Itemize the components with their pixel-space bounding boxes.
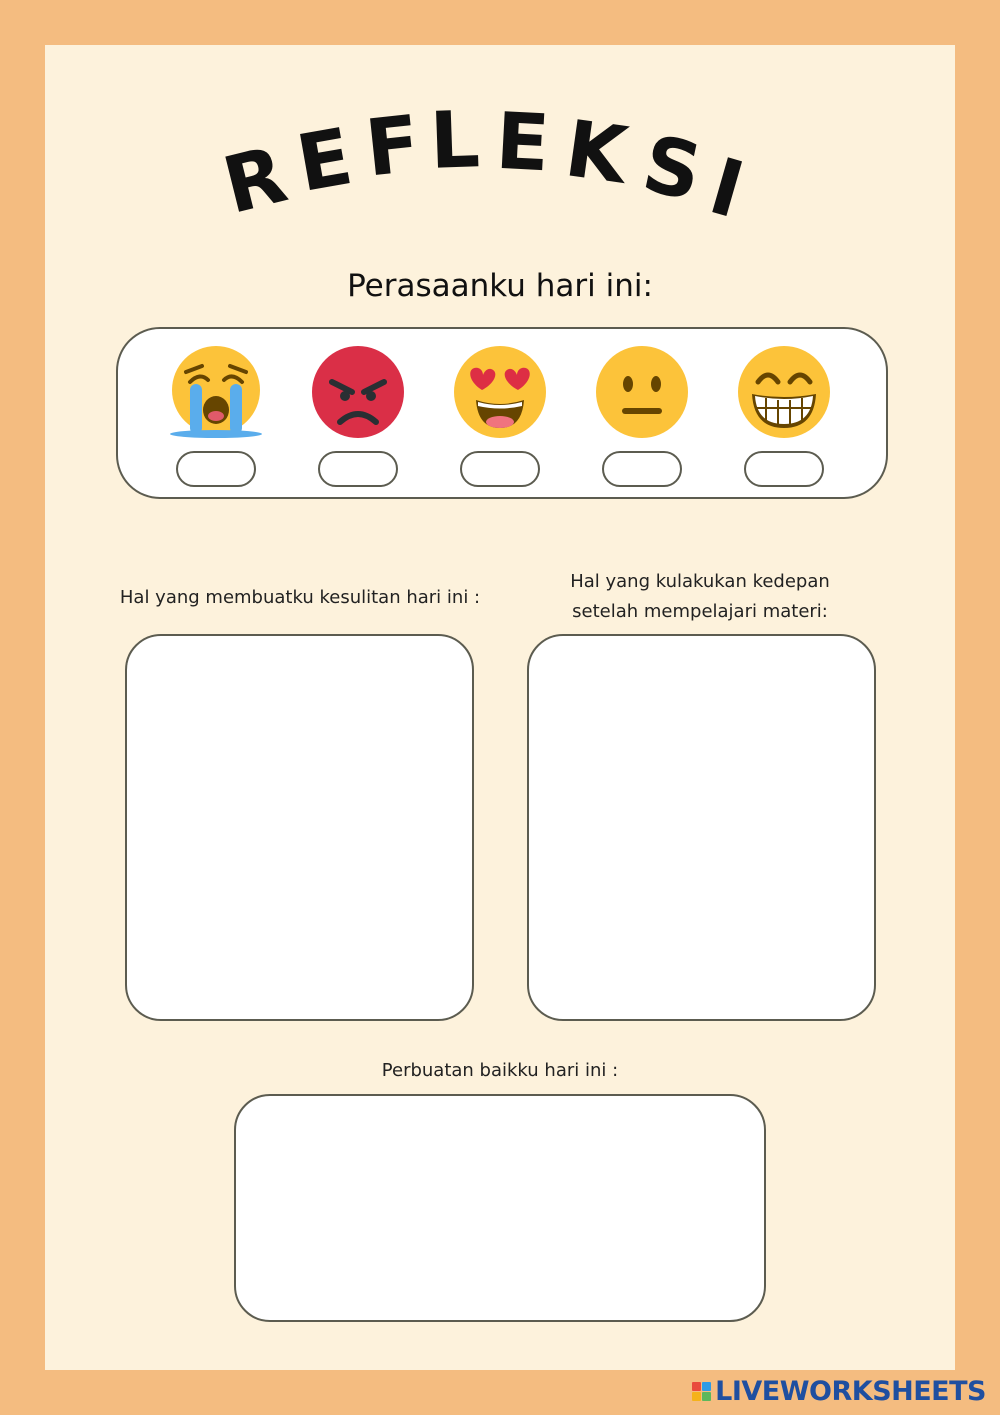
difficulty-answer-box[interactable]	[125, 634, 474, 1021]
title-letter: E	[493, 96, 552, 190]
title-letter: K	[560, 104, 633, 202]
page-title	[180, 90, 800, 250]
mood-answer-field-1[interactable]	[176, 451, 256, 487]
next-steps-label-line2: setelah mempelajari materi:	[572, 601, 828, 622]
title-letter: R	[215, 130, 296, 232]
feeling-prompt: Perasaanku hari ini:	[347, 268, 653, 304]
good-deed-label: Perbuatan baikku hari ini :	[381, 1060, 619, 1081]
loudly-crying-face-icon	[168, 344, 264, 440]
brand-watermark	[692, 1375, 986, 1407]
mood-answer-field-3[interactable]	[460, 451, 540, 487]
heart-eyes-face-icon	[452, 344, 548, 440]
next-steps-answer-box[interactable]	[527, 634, 876, 1021]
mood-answer-field-2[interactable]	[318, 451, 398, 487]
mood-answer-field-4[interactable]	[602, 451, 682, 487]
good-deed-answer-box[interactable]	[234, 1094, 766, 1322]
title-letter: I	[700, 141, 753, 237]
title-letter: L	[428, 95, 482, 187]
neutral-face-icon	[594, 344, 690, 440]
title-letter: S	[635, 119, 709, 219]
title-letter: F	[361, 99, 424, 195]
angry-face-icon	[310, 344, 406, 440]
mood-answer-field-5[interactable]	[744, 451, 824, 487]
grinning-face-icon	[736, 344, 832, 440]
difficulty-label: Hal yang membuatku kesulitan hari ini :	[119, 587, 481, 608]
liveworksheets-logo-icon	[692, 1382, 711, 1401]
title-letter: E	[290, 112, 359, 210]
next-steps-label-line1: Hal yang kulakukan kedepan	[570, 571, 830, 592]
brand-text: LIVEWORKSHEETS	[715, 1375, 986, 1407]
